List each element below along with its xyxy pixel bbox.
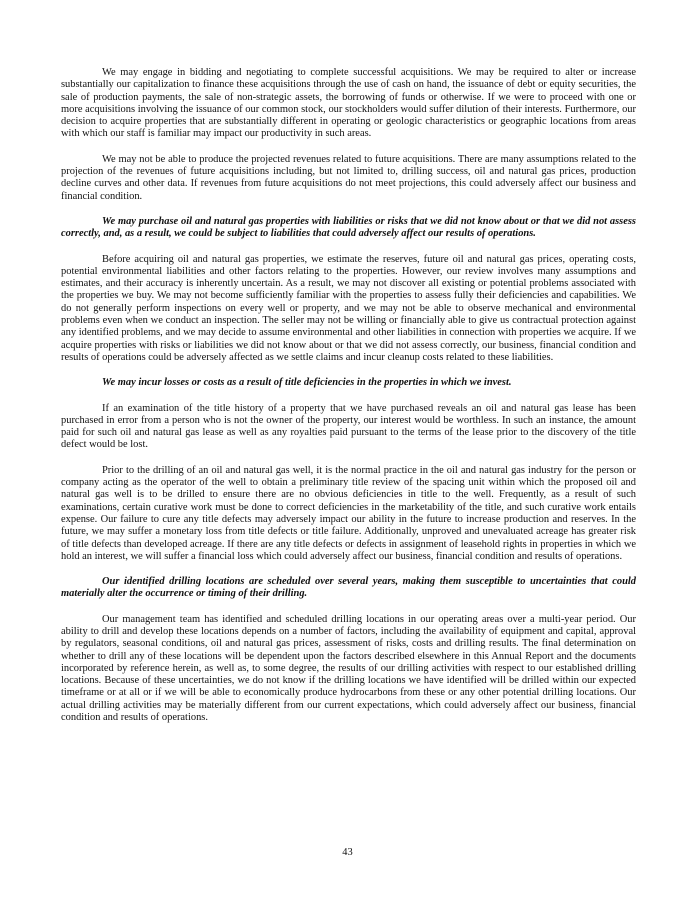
body-paragraph-property-review: Before acquiring oil and natural gas properties, we estimate the reserves, future oil and natural gas prices, operating costs, potential environmental liabilities and other factors relating to the properties. However, our review involves many assumptions and estimates, and their accuracy is inherently uncertain. As a result, we may not discover all existing or potential problems associated with the properties we buy. We may not become sufficiently familiar with the properties to assess fully their deficiencies and capabilities. We do not generally perform inspections on every well or property, and we may not be able to observe mechanical and environmental problems even when we conduct an inspection. The seller may not be willing or financially able to give us contractual protection against any identified problems, and we may decide to assume environmental and other liabilities in connection with properties we acquire. If we acquire properties with risks or liabilities we did not know about or that we did not assess correctly, our business, financial condition and results of operations could be adversely affected as we settle claims and incur cleanup costs related to these liabilities. — [61, 253, 636, 363]
body-paragraph-drilling-schedule: Our management team has identified and scheduled drilling locations in our operating areas over a multi-year period. Our ability to drill and develop these locations depends on a number of factors, including the availability of equipment and capital, approval by regulators, seasonal conditions, oil and natural gas prices, assessment of risks, costs and drilling results. The final determination on whether to drill any of these locations will be dependent upon the factors described elsewhere in this Annual Report and the documents incorporated by reference herein, as well as, to some degree, the results of our drilling activities with respect to our established drilling locations. Because of these uncertainties, we do not know if the drilling locations we have identified will be drilled within our expected timeframe or at all or if we will be able to economically produce hydrocarbons from these or any other potential drilling locations. Our actual drilling activities may be materially different from our current expectations, which could adversely affect our business, financial condition and results of operations. — [61, 613, 636, 724]
risk-heading-property-liabilities: We may purchase oil and natural gas properties with liabilities or risks that we did not know about or that we did not assess correctly, and, as a result, we could be subject to liabilities that could adversely affect our results of operations. — [61, 215, 636, 240]
risk-heading-drilling-locations: Our identified drilling locations are scheduled over several years, making them susceptible to uncertainties that could materially alter the occurrence or timing of their drilling. — [61, 576, 636, 600]
body-paragraph-title-review: Prior to the drilling of an oil and natural gas well, it is the normal practice in the oil and natural gas industry for the person or company acting as the operator of the well to obtain a preliminary title review of the spacing unit within which the proposed oil and natural gas well is to be drilled to ensure there are no obvious deficiencies in title to the well. Frequently, as a result of such examinations, certain curative work must be done to correct deficiencies in the marketability of the title, and such curative work entails expense. Our failure to cure any title defects may adversely impact our ability in the future to increase production and reserves. In the future, we may suffer a monetary loss from title defects or title failure. Additionally, unproved and unevaluated acreage has greater risk of title defects than developed acreage. If there are any title defects or defects in assignment of leasehold rights in properties in which we hold an interest, we will suffer a financial loss which could adversely affect our business, financial condition and results of operations. — [61, 464, 636, 562]
body-paragraph-acquisitions-financing: We may engage in bidding and negotiating to complete successful acquisitions. We may be required to alter or increase substantially our capitalization to finance these acquisitions through the use of cash on hand, the issuance of debt or equity securities, the sale of production payments, the sale of non-strategic assets, the borrowing of funds or otherwise. If we were to proceed with one or more acquisitions involving the issuance of our common stock, our stockholders would suffer dilution of their interests. Furthermore, our decision to acquire properties that are substantially different in operating or geologic characteristics or geographic locations from areas with which our staff is familiar may impact our productivity in such areas. — [61, 67, 636, 140]
body-paragraph-title-history: If an examination of the title history of a property that we have purchased reveals an oil and natural gas lease has been purchased in error from a person who is not the owner of the property, our interest would be worthless. In such an instance, the amount paid for such oil and natural gas lease as well as any royalties paid pursuant to the terms of the lease prior to the discovery of the title defect would be lost. — [61, 402, 636, 451]
risk-heading-title-deficiencies: We may incur losses or costs as a result of title deficiencies in the properties in which we invest. — [102, 377, 512, 389]
body-paragraph-projected-revenues: We may not be able to produce the projected revenues related to future acquisitions. There are many assumptions related to the projection of the revenues of future acquisitions including, but not limited to, drilling success, oil and natural gas prices, production decline curves and other data. If revenues from future acquisitions do not meet projections, this could adversely affect our business and financial condition. — [61, 153, 636, 202]
page-number: 43 — [342, 847, 353, 858]
